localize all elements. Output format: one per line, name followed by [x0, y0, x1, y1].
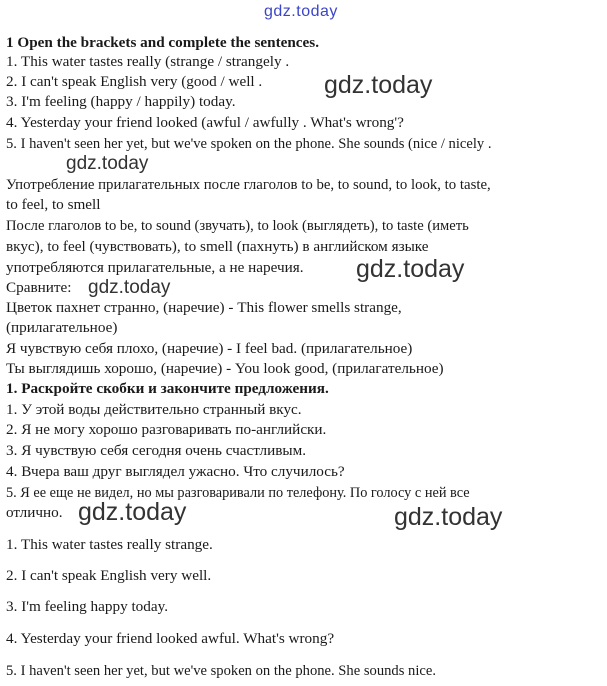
translation-item-3: 3. Я чувствую себя сегодня очень счастливым. [6, 442, 307, 459]
watermark: gdz.today [324, 71, 433, 99]
answer-4: 4. Yesterday your friend looked awful. What's wrong? [6, 630, 335, 647]
watermark: gdz.today [356, 255, 465, 283]
rule-example1-line2: (прилагательное) [6, 319, 118, 336]
exercise-item-1: 1. This water tastes really (strange / strangely . [6, 53, 290, 70]
rule-text-line2: вкус), to feel (чувствовать), to smell (пахнуть) в английском языке [6, 238, 429, 255]
rule-text-line3: употребляются прилагательные, а не наречия. [6, 259, 304, 276]
header-watermark: gdz.today [264, 3, 338, 20]
translation-item-1: 1. У этой воды действительно странный вкус. [6, 401, 302, 418]
watermark: gdz.today [88, 277, 171, 298]
exercise-item-5: 5. I haven't seen her yet, but we've spoken on the phone. She sounds (nice / nicely . [6, 136, 492, 152]
watermark: gdz.today [78, 498, 187, 526]
translation-item-5: 5. Я ее еще не видел, но мы разговаривали по телефону. По голосу с ней все [6, 485, 470, 501]
watermark: gdz.today [394, 503, 503, 531]
watermark: gdz.today [66, 153, 149, 174]
rule-compare-label: Сравните: [6, 279, 72, 296]
exercise-item-2: 2. I can't speak English very (good / well . [6, 73, 263, 90]
answer-2: 2. I can't speak English very well. [6, 567, 212, 584]
rule-example2: Я чувствую себя плохо, (наречие) - I feel bad. (прилагательное) [6, 340, 413, 357]
translation-item-5-cont: отлично. [6, 504, 63, 521]
exercise-item-4: 4. Yesterday your friend looked (awful / awfully . What's wrong'? [6, 114, 404, 131]
rule-heading-line1: Употребление прилагательных после глаголов to be, to sound, to look, to taste, [6, 177, 491, 193]
translation-item-4: 4. Вчера ваш друг выглядел ужасно. Что случилось? [6, 463, 345, 480]
exercise-title: 1 Open the brackets and complete the sentences. [6, 34, 319, 51]
translation-item-2: 2. Я не могу хорошо разговаривать по-английски. [6, 421, 327, 438]
answer-1: 1. This water tastes really strange. [6, 536, 213, 553]
exercise-item-3: 3. I'm feeling (happy / happily) today. [6, 93, 236, 110]
translation-title: 1. Раскройте скобки и закончите предложения. [6, 380, 329, 397]
rule-example1-line1: Цветок пахнет странно, (наречие) - This flower smells strange, [6, 299, 402, 316]
rule-text-line1: После глаголов to be, to sound (звучать), to look (выглядеть), to taste (иметь [6, 218, 469, 234]
answer-5: 5. I haven't seen her yet, but we've spoken on the phone. She sounds nice. [6, 663, 436, 679]
rule-heading-line2: to feel, to smell [6, 196, 101, 213]
answer-3: 3. I'm feeling happy today. [6, 598, 169, 615]
rule-example3: Ты выглядишь хорошо, (наречие) - You look good, (прилагательное) [6, 360, 444, 377]
